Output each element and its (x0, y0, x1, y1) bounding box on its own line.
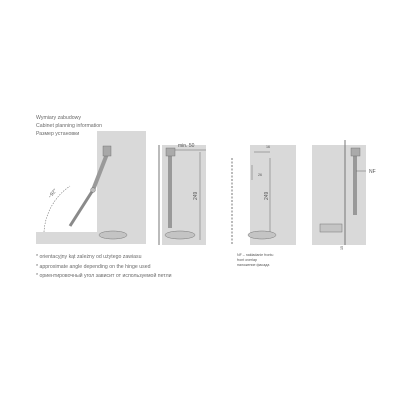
fig4-stay-mount (351, 148, 360, 156)
fig1-stay-mount (103, 146, 111, 156)
heading-russian: Размер установки (36, 131, 80, 137)
fig3-dim-top: 16 (266, 145, 270, 149)
fig4-hinge (320, 224, 342, 232)
fig3-nf-note-1: NF – nakładanie frontu (237, 253, 274, 257)
fig1-cabinet-bottom (36, 232, 146, 244)
fig1-hinge (99, 231, 127, 239)
fig3-nf-note-2: front overlap (237, 258, 257, 262)
figure-4-front-overlap (312, 140, 376, 250)
fig4-nf-label: NF (369, 169, 376, 175)
note-polish: * orientacyjny kąt zależny od użytego zawiasu (36, 254, 142, 260)
fig3-nf-note-3: наложение фасада (237, 263, 270, 267)
fig2-hinge (165, 231, 195, 239)
fig2-min-label: min. 50 (178, 143, 195, 149)
heading-english: Cabinet planning information (36, 123, 103, 129)
fig3-hinge (248, 231, 276, 239)
notes (36, 253, 172, 282)
fig2-stay-mount (166, 148, 175, 156)
figure-2-closed-dimensions (159, 143, 206, 245)
fig3-cabinet-side (250, 145, 296, 245)
fig2-height-label: 249 (193, 191, 199, 200)
fig1-stay-joint (91, 188, 96, 193)
fig3-dim-mid: 26 (258, 173, 262, 177)
note-russian: * ориентировочный угол зависит от используемой петли (36, 273, 172, 279)
fig3-height-label: 249 (264, 191, 270, 200)
fig1-stay-arm-lower (70, 190, 93, 226)
heading-polish: Wymiary zabudowy (36, 115, 81, 121)
fig4-dim-bottom: 15 (340, 246, 344, 250)
note-english: * approximate angle depending on the hinge used (36, 263, 151, 270)
figure-1-open-flap (36, 131, 146, 244)
fig1-angle-label: ~92° (47, 187, 59, 200)
figure-3-dimensions (232, 145, 296, 267)
